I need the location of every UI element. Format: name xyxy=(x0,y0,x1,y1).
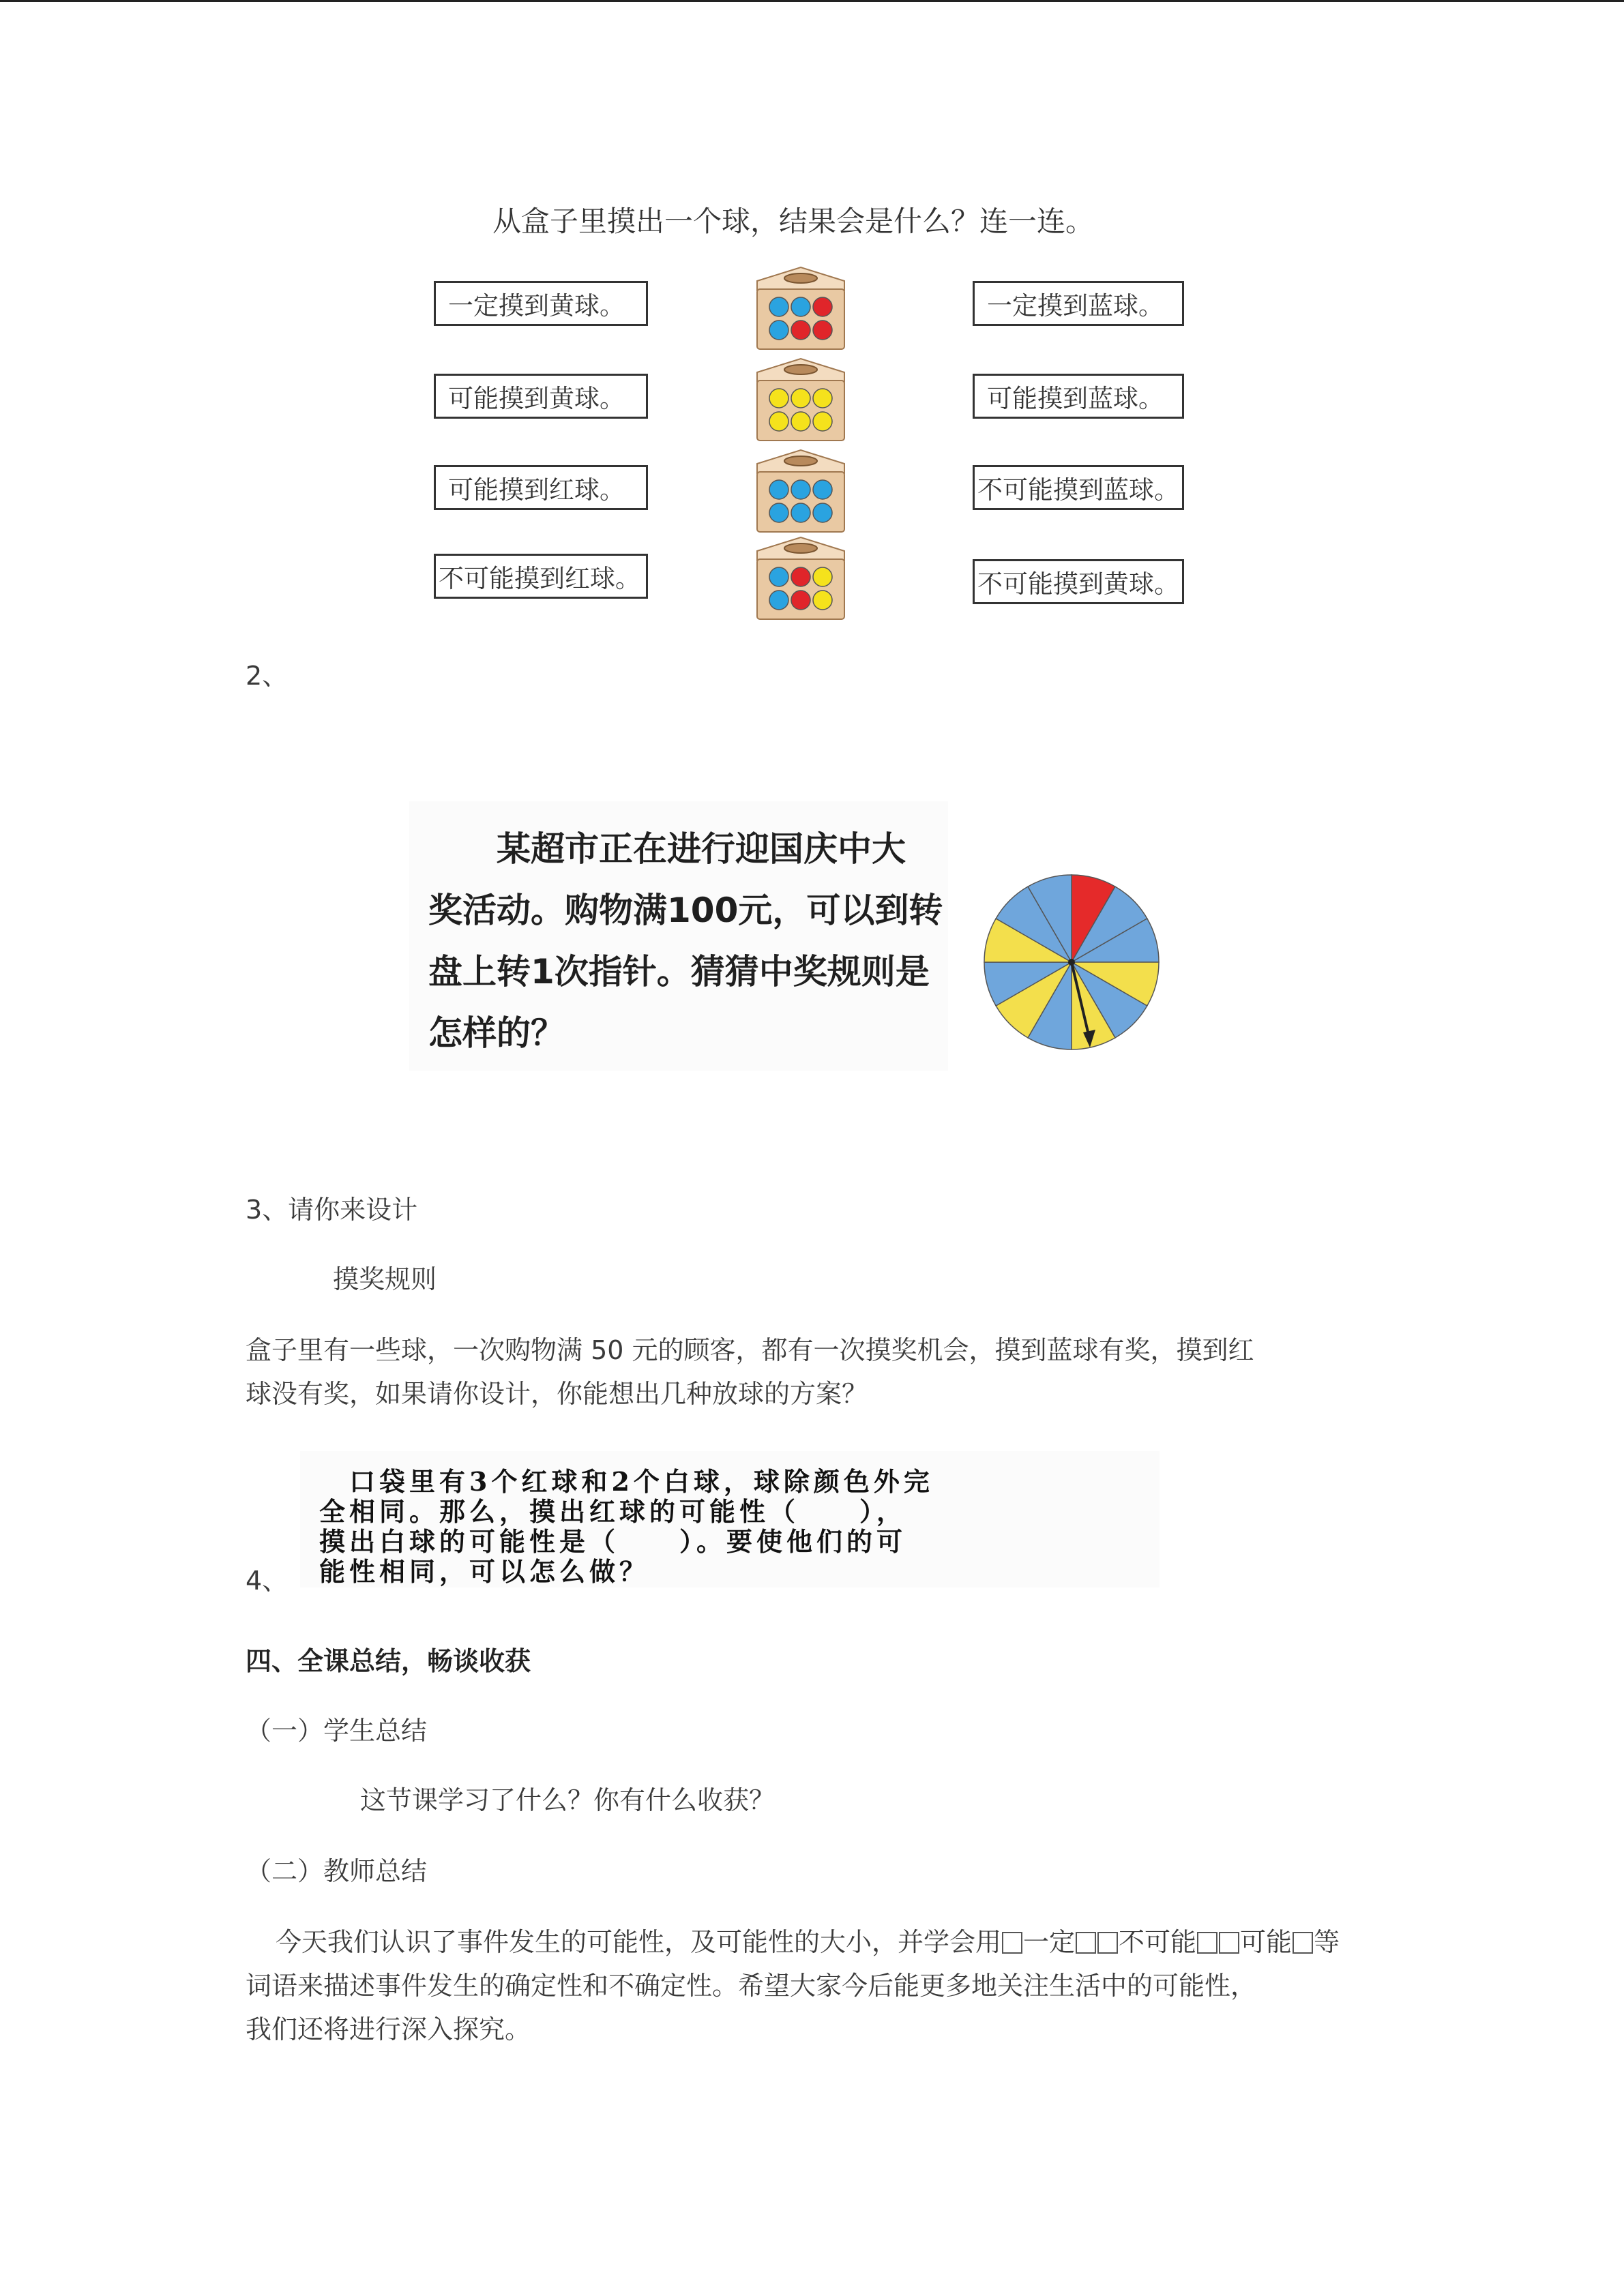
missing-glyph-box xyxy=(1293,1932,1313,1954)
section-3-body-line-2: 球没有奖，如果请你设计，你能想出几种放球的方案？ xyxy=(246,1379,868,1409)
ball-blue xyxy=(769,567,788,586)
section-3-subheading: 摸奖规则 xyxy=(333,1264,437,1294)
promo-text-block xyxy=(409,801,948,1071)
section-4-number: 4、 xyxy=(246,1566,289,1596)
left-label-3: 可能摸到红球。 xyxy=(434,465,648,510)
summary-heading: 四、全课总结，畅谈收获 xyxy=(246,1646,531,1676)
missing-glyph-box xyxy=(1197,1932,1217,1954)
promo-line-1: 某超市正在进行迎国庆中大 xyxy=(497,829,906,869)
ball-blue xyxy=(791,503,810,522)
promo-line-3: 盘上转1次指针。猜猜中奖规则是 xyxy=(428,952,930,992)
ball-box-1 xyxy=(749,263,853,352)
section-3-heading: 3、请你来设计 xyxy=(246,1195,418,1225)
box-slot xyxy=(784,543,817,553)
ball-yellow xyxy=(769,389,788,408)
prize-spinner xyxy=(981,871,1162,1053)
ball-yellow xyxy=(791,412,810,431)
ball-yellow xyxy=(769,412,788,431)
teacher-text-c: 不可能 xyxy=(1119,1927,1197,1957)
ball-red xyxy=(813,320,832,340)
promo-line-4: 怎样的？ xyxy=(428,1013,565,1053)
ball-red xyxy=(791,567,810,586)
teacher-text-e: 等 xyxy=(1314,1927,1340,1957)
ball-blue xyxy=(813,503,832,522)
teacher-text-d: 可能 xyxy=(1240,1927,1293,1957)
ball-red xyxy=(813,297,832,316)
student-summary-text: 这节课学习了什么？你有什么收获？ xyxy=(360,1785,776,1815)
ball-box-2 xyxy=(749,355,853,443)
teacher-text-a: 今天我们认识了事件发生的可能性，及可能性的大小，并学会用 xyxy=(276,1927,1002,1957)
box-slot xyxy=(784,273,817,283)
missing-glyph-box xyxy=(1097,1932,1118,1954)
section-3-body-line-1: 盒子里有一些球，一次购物满 50 元的顾客，都有一次摸奖机会，摸到蓝球有奖，摸到红 xyxy=(246,1335,1254,1365)
ball-blue xyxy=(791,297,810,316)
missing-glyph-box xyxy=(1219,1932,1239,1954)
q4-line-2: 全相同。那么，摸出红球的可能性（ ）， xyxy=(319,1496,907,1527)
ball-yellow xyxy=(813,412,832,431)
box-slot xyxy=(784,456,817,466)
ball-yellow xyxy=(813,591,832,610)
ball-blue xyxy=(813,480,832,499)
ball-yellow xyxy=(791,389,810,408)
right-label-3: 不可能摸到蓝球。 xyxy=(973,465,1184,510)
ball-blue xyxy=(791,480,810,499)
teacher-summary-heading: （二）教师总结 xyxy=(246,1856,428,1886)
page-top-border xyxy=(0,0,1624,2)
ball-box-3 xyxy=(749,446,853,535)
student-summary-heading: （一）学生总结 xyxy=(246,1716,428,1746)
ball-blue xyxy=(769,480,788,499)
left-label-4: 不可能摸到红球。 xyxy=(434,554,648,599)
ball-blue xyxy=(769,320,788,340)
teacher-summary-line-2: 词语来描述事件发生的确定性和不确定性。希望大家今后能更多地关注生活中的可能性， xyxy=(246,1971,1257,2001)
q4-line-4: 能性相同，可以怎么做？ xyxy=(319,1556,650,1587)
right-label-1: 一定摸到蓝球。 xyxy=(973,281,1184,326)
ball-blue xyxy=(769,591,788,610)
right-label-4: 不可能摸到黄球。 xyxy=(973,559,1184,604)
section-2-number: 2、 xyxy=(246,661,289,691)
teacher-summary-line-3: 我们还将进行深入探究。 xyxy=(246,2014,531,2044)
teacher-text-b: 一定 xyxy=(1023,1927,1076,1957)
ball-red xyxy=(791,320,810,340)
q4-line-1: 口袋里有3个红球和2个白球，球除颜色外完 xyxy=(349,1466,934,1497)
missing-glyph-box xyxy=(1002,1932,1022,1954)
ball-red xyxy=(791,591,810,610)
left-label-2: 可能摸到黄球。 xyxy=(434,374,648,419)
figure-title: 从盒子里摸出一个球，结果会是什么？连一连。 xyxy=(492,205,1095,238)
spinner-hub xyxy=(1068,959,1075,966)
right-label-2: 可能摸到蓝球。 xyxy=(973,374,1184,419)
left-label-1: 一定摸到黄球。 xyxy=(434,281,648,326)
q4-line-3: 摸出白球的可能性是（ ）。要使他们的可 xyxy=(319,1526,907,1557)
box-slot xyxy=(784,365,817,374)
ball-box-4 xyxy=(749,533,853,622)
promo-line-2: 奖活动。购物满100元，可以到转 xyxy=(428,891,943,930)
ball-yellow xyxy=(813,567,832,586)
section-4-question-image xyxy=(300,1451,1160,1587)
missing-glyph-box xyxy=(1076,1932,1096,1954)
ball-blue xyxy=(769,297,788,316)
teacher-summary-line-1 xyxy=(276,1918,1340,1967)
ball-blue xyxy=(769,503,788,522)
ball-yellow xyxy=(813,389,832,408)
